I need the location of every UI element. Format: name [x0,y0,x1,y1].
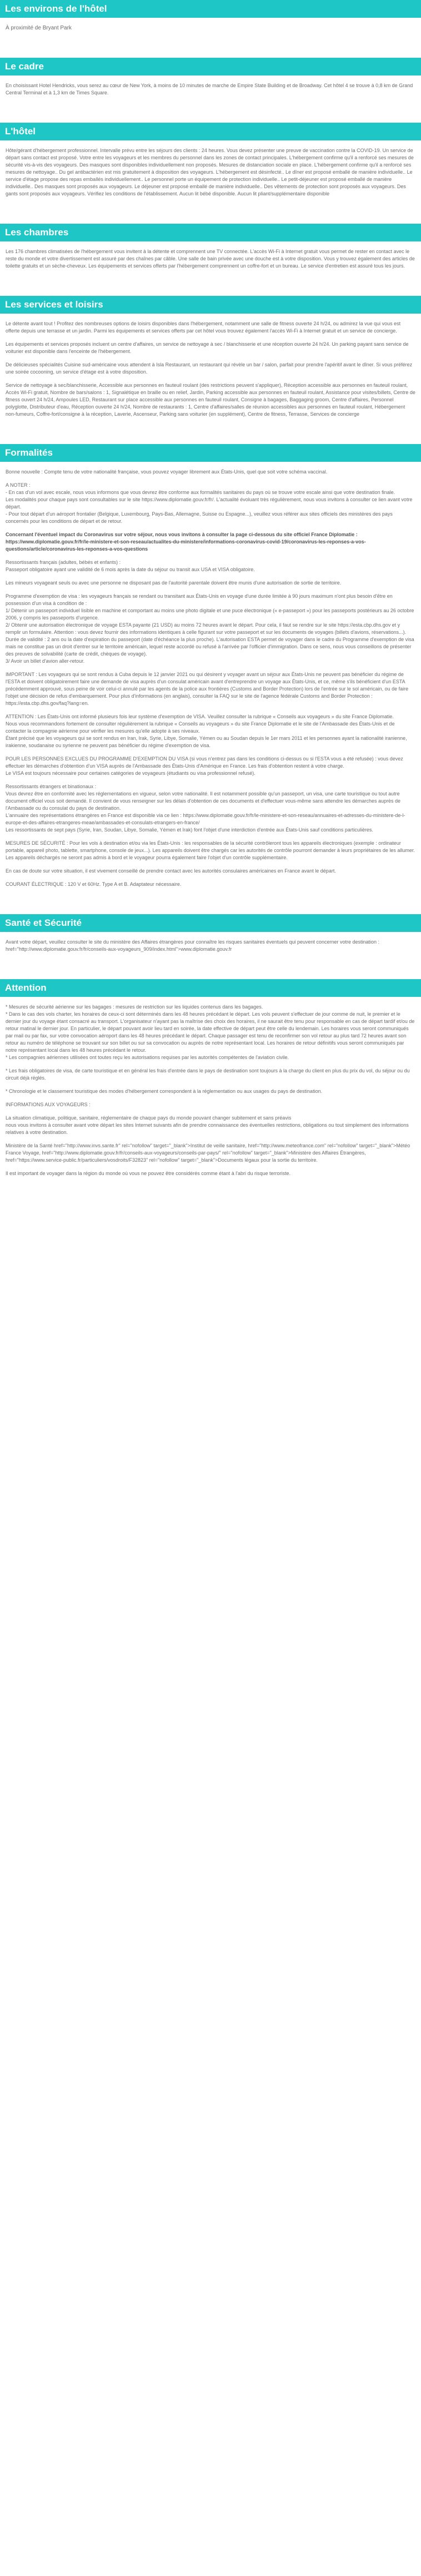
paragraph: Il est important de voyager dans la région du monde où vous ne pouvez être considérés comme étant à l'abri du risque terroriste. [6,1171,290,1176]
section-heading: Santé et Sécurité [0,914,421,932]
paragraph: POUR LES PERSONNES EXCLUES DU PROGRAMME D'EXEMPTION DU VISA (si vous n'entrez pas dans les conditions ci-dessus ou si l'ESTA vous a été refusée) : vous devez effectuer les démarches d'obtention d'un VISA auprès de l'Ambassade des États-Unis d'Amérique en France. Les frais d'obtention restent à votre charge. Le VISA est toujours nécessaire pour certaines catégories de voyageurs (étudiants ou visa professionnel refusé). [6,756,403,776]
section-heading: Attention [0,979,421,997]
section-body [0,1004,421,1177]
paragraph: Programme d'exemption de visa : les voyageurs français se rendant ou transitant aux États-Unis en voyage d'une durée limitée à 90 jours maximum n'ont plus besoin d'être en possession d'un visa à condition de : 1/ Détenir un passeport individuel lisible en machine et comportant au moins une photo digitale et une puce électronique (« e-passeport ») pour les passeports postérieurs au 26 octobre 2006, y compris les passeports d'urgence. 2/ Obtenir une autorisation électronique de voyage ESTA payante (21 USD) au moins 72 heures avant le départ. Pour cela, il faut se rendre sur le site https://esta.cbp.dhs.gov et y remplir un formulaire. Attention : vous devez fournir des informations identiques à celle figurant sur votre passeport et sur les documents de voyages (billets d'avions, réservations...). Durée de validité : 2 ans ou la date d'expiration du passeport (date d'échéance la plus proche). L'autorisation ESTA permet de voyager dans le cadre du Programme d'exemption de visa mais ne constitue pas un droit d'entrer sur le territoire américain, lequel reste accordé ou refusé à l'arrivée par l'officier d'immigration. Dans ce sens, nous vous conseillons de présenter des preuves de solvabilité (carte de crédit, chèques de voyage). 3/ Avoir un billet d'avion aller-retour. [6,593,414,664]
section-body [0,468,421,888]
paragraph: Les équipements et services proposés incluent un centre d'affaires, un service de nettoyage à sec / blanchisserie et une réception ouverte 24 h/24. Un parking payant sans service de voiturier est disponible dans l'enceinte de l'hébergement. [6,341,409,354]
paragraph: En cas de doute sur votre situation, il est vivement conseillé de prendre contact avec les autorités consulaires américaines en France avant le départ. [6,868,336,874]
paragraph: * Mesures de sécurité aérienne sur les bagages : mesures de restriction sur les liquides contenus dans les bagages. * Dans le cas des vols charter, les horaires de ceux-ci sont déterminés dans les 48 heures précédant le départ. Les vols peuvent s'effectuer de jour comme de nuit, le premier et le dernier jour du voyage étant consacré au transport. L'organisateur n'ayant pas la maîtrise des choix des horaires, il ne saurait être tenu pour responsable en cas de départ tardif et/ou de retour matinal le dernier jour. En particulier, le départ pouvant avoir lieu tard en soirée, la date effective de départ peut être celle du lendemain. Les horaires vous seront communiqués par mail ou par fax, sur votre convocation aéroport dans les 48 heures précédant le départ. Chaque passager est tenu de reconfirmer son vol retour au plus tard 72 heures avant son retour au numéro de téléphone se trouvant sur son billet ou sur sa convocation ou auprès de notre représentant local. Les horaires de retour définitifs vous seront communiqués par notre représentant local dans les 48 heures précédant le retour. * Les compagnies aériennes utilisées ont toutes reçu les autorisations requises par les autorités compétentes de l'aviation civile. [6,1004,415,1060]
paragraph: * Les frais obligatoires de visa, de carte touristique et en général les frais d'entrée dans le pays de destination sont toujours à la charge du client en plus du prix du vol, du séjour ou du circuit déjà réglés. [6,1068,410,1081]
section-body [0,82,421,97]
section-heading: Formalités [0,444,421,462]
paragraph: Le détente avant tout ! Profitez des nombreuses options de loisirs disponibles dans l'hébergement, notamment une salle de fitness ouverte 24 h/24, ou admirez la vue qui vous est offerte depuis une terrasse et un jardin. Parmi les équipements et services offerts par cet hôtel vous trouvez également l'accès Wi-Fi à Internet gratuit et un service de concierge. [6,321,401,334]
paragraph: Ministère de la Santé href="http://www.invs.sante.fr" rel="nofollow" target="_blank">Institut de veille sanitaire, href="http://www.meteofrance.com" rel="nofollow" target="_blank">Météo France Voyage, href="http://www.diplomatie.gouv.fr/fr/conseils-aux-voyageurs/conseils-par-pays/" rel="nofollow" target="_blank">Ministère des Affaires Étrangères, href="https://www.service-public.fr/particuliers/vosdroits/F32823" rel="nofollow" target="_blank">Documents légaux pour la sortie du territoire. [6,1143,410,1163]
section-2 [0,123,421,214]
section-heading: Les environs de l'hôtel [0,0,421,18]
paragraph: Ressortissants français (adultes, bébés et enfants) : Passeport obligatoire ayant une validité de 6 mois après la date du séjour ou transit aux USA et VISA obligatoire. [6,559,255,572]
section-body [0,248,421,270]
paragraph: Ressortissants étrangers et binationaux : Vous devrez être en conformité avec les réglementations en vigueur, selon votre nationalité. Il est notamment possible qu'un passeport, un visa, une carte touristique ou tout autre document officiel vous soit demandé. Il convient de vous renseigner sur les délais d'obtention de ces documents et d'effectuer vous-même sans attendre les démarches auprès de l'Ambassade ou du consulat du pays de destination. L'annuaire des représentations étrangères en France est disponible via ce lien : https://www.diplomatie.gouv.fr/fr/le-ministere-et-son-reseau/annuaires-et-adresses-du-ministere-de-l-europe-et-des-affaires-etrangeres-meae/ambassades-et-consulats-etrangers-en-france/ Les ressortissants de sept pays (Syrie, Iran, Soudan, Libye, Somalie, Yémen et Irak) font l'objet d'une interdiction d'entrée aux États-Unis sauf conditions particulières. [6,784,405,833]
paragraph: INFORMATIONS AUX VOYAGEURS : [6,1102,91,1107]
important-notice: Concernant l'éventuel impact du Coronavirus sur votre séjour, nous vous invitons à consulter la page ci-dessous du site officiel France Diplomatie : https://www.diplomatie.gouv.fr/fr/le-ministere-et-son-reseau/actualites-du-ministere/informations-coronavirus-covid-19/coronavirus-les-reponses-a-vos-questions/article/coronavirus-les-reponses-a-vos-questions [6,532,366,552]
paragraph: ATTENTION : Les États-Unis ont informé plusieurs fois leur système d'exemption de VISA. Veuillez consulter la rubrique « Conseils aux voyageurs » du site France Diplomatie. Nous vous recommandons fortement de consulter régulièrement la rubrique « Conseils au voyageurs » du site France Diplomatie et le site de l'Ambassade des États-Unis et de contacter la compagnie aérienne pour vérifier les mesures qu'elle adopte à ses niveaux. Étant précisé que les voyageurs qui se sont rendus en Iran, Irak, Syrie, Libye, Somalie, Yémen ou au Soudan depuis le 1er mars 2011 et les personnes ayant la nationalité iranienne, irakienne, soudanaise ou syrienne ne peuvent pas bénéficier du régime d'exemption de visa. [6,714,407,748]
paragraph: Bonne nouvelle : Compte tenu de votre nationalité française, vous pouvez voyager librement aux États-Unis, quel que soit votre schéma vaccinal. [6,469,328,475]
section-body [0,147,421,198]
section-7 [0,979,421,1193]
section-1 [0,58,421,113]
paragraph: Les mineurs voyageant seuls ou avec une personne ne disposant pas de l'autorité parentale doivent être munis d'une autorisation de sortie de territoire. [6,580,342,586]
paragraph: MESURES DE SÉCURITÉ : Pour les vols à destination et/ou via les États-Unis : les responsables de la sécurité contrôleront tous les appareils électroniques (exemple : ordinateur portable, appareil photo, tablette, smartphone, console de jeux...). Les appareils doivent être chargés car les autorités de contrôle pourront demander à leurs propriétaires de les allumer. Les appareils déchargés ne seront pas admis à bord et le voyageur pourra également faire l'objet d'un contrôle supplémentaire. [6,840,415,860]
paragraph: De délicieuses spécialités Cuisine sud-américaine vous attendent à Isla Restaurant, un restaurant qui révèle un bar / salon, parfait pour prendre l'apéritif avant le dîner. Si vous préférez une soirée cocooning, un service d'étage est à votre disposition. [6,362,413,375]
section-5 [0,444,421,904]
section-body [0,24,421,32]
paragraph: Les 176 chambres climatisées de l'hébergement vous invitent à la détente et comprennent une TV connectée. L'accès Wi-Fi à Internet gratuit vous permet de rester en contact avec le reste du monde et votre divertissement est assuré par des chaînes par câble. Une salle de bain privée avec une douche est à votre disposition. Vous y trouvez également des articles de toilette gratuits et un sèche-cheveux. Les équipements et services offerts par l'hébergement comprennent un coffre-fort et un bureau. Le service d'entretien est assuré tous les jours. [6,249,415,269]
paragraph: Hôte/gérant d'hébergement professionnel. Intervalle prévu entre les séjours des clients : 24 heures. Vous devez présenter une preuve de vaccination contre la COVID-19. Un service de départ sans contact est proposé. Votre entre les voyageurs et les membres du personnel dans les zones de contact principales. L'hébergement confirme qu'il a renforcé ses mesures de sécurité vis-à-vis des voyageurs. Des masques sont disponibles individuellement non proposés. Mesures de distanciation sociale en place. L'hébergement confirme qu'il a renforcé ses mesures de nettoyage.. Du gel antibactérien est mis gratuitement à disposition des voyageurs. L'hébergement est désinfecté.. Le dîner est proposé emballé de manière individuelle.. Le service d'étage propose des repas emballés individuellement.. Le personnel porte un équipement de protection individuelle.. Le petit-déjeuner est proposé emballé de manière individuelle.. Des masques sont proposés aux voyageurs. Le déjeuner est proposé emballé de manière individuelle.. Des vêtements de protection sont proposés aux voyageurs. Des gants sont proposés aux voyageurs. Vérifiez les conditions de l'établissement. Aucun lit bébé disponible. Aucun lit pliant/supplémentaire disponible [6,148,414,196]
section-heading: Les services et loisirs [0,296,421,314]
section-heading: Le cadre [0,58,421,75]
paragraph: En choisissant Hotel Hendricks, vous serez au cœur de New York, à moins de 10 minutes de marche de Empire State Building et de Broadway. Cet hôtel 4 se trouve à 0,8 km de Grand Central Terminal et à 1,3 km de Times Square. [6,83,413,95]
section-4 [0,296,421,434]
section-0 [0,0,421,48]
page-root [0,0,421,1193]
section-heading: L'hôtel [0,123,421,140]
section-6 [0,914,421,969]
paragraph: * Chronologie et le classement touristique des modes d'hébergement correspondent à la réglementation ou aux usages du pays de destination. [6,1088,323,1094]
paragraph: Avant votre départ, veuillez consulter le site du ministère des Affaires étrangères pour connaître les risques sanitaires éventuels qui peuvent concerner votre destination : href="http://www.diplomatie.gouv.fr/fr/conseils-aux-voyageurs_909/index.html">www.diplomatie.gouv.fr [6,939,380,952]
paragraph: IMPORTANT : Les voyageurs qui se sont rendus à Cuba depuis le 12 janvier 2021 ou qui désirent y voyager avant un séjour aux États-Unis ne peuvent pas bénéficier du régime de l'ESTA et doivent obligatoirement faire une demande de visa auprès d'un consulat américain avant d'entreprendre un voyage aux États-Unis, et ce, même s'ils bénéficient d'un ESTA précédemment approuvé, sous peine de voir celui-ci annulé par les agents de la police aux frontières (Customs and Border Protection) lors de l'entrée sur le sol américain, ou de faire l'objet une décision de refus d'embarquement. Pour plus d'informations (en anglais), consulter la FAQ sur le site de l'agence fédérale Customs and Border Protection : https://esta.cbp.dhs.gov/faq?lang=en. [6,672,409,706]
paragraph: À proximité de Bryant Park [6,25,72,31]
paragraph: COURANT ÉLECTRIQUE : 120 V et 60Hz. Type A et B. Adaptateur nécessaire. [6,881,182,887]
section-3 [0,224,421,286]
paragraph: La situation climatique, politique, sanitaire, réglementaire de chaque pays du monde pouvant changer subitement et sans préavis nous vous invitons à consulter avant votre départ les sites Internet suivants afin de prendre connaissance des éventuelles restrictions, obligations ou tout simplement des informations relatives à votre destination. [6,1115,409,1135]
section-body [0,320,421,418]
section-body [0,939,421,953]
section-heading: Les chambres [0,224,421,241]
paragraph: A NOTER : - En cas d'un vol avec escale, nous vous informons que vous devrez être conforme aux formalités sanitaires du pays où se trouve votre escale ainsi que votre destination finale. Les modalités pour chaque pays sont consultables sur le site https://www.diplomatie.gouv.fr/fr/. L'actualité évoluant très régulièrement, nous vous invitons à consulter ce lien avant votre départ. - Pour tout départ d'un aéroport frontalier (Belgique, Luxembourg, Pays-Bas, Allemagne, Suisse ou Espagne...), veuillez vous référer aux sites officiels des ministères des pays concernés pour les conditions de départ et de retour. [6,482,413,524]
paragraph: Service de nettoyage à sec/blanchisserie, Accessible aux personnes en fauteuil roulant (des restrictions peuvent s'appliquer), Réception accessible aux personnes en fauteuil roulant, Accès Wi-Fi gratuit, Nombre de bars/salons : 1, Signalétique en braille ou en relief, Jardin, Parking accessible aux personnes en fauteuil roulant, Assistance pour visites/billets, Centre de fitness ouvert 24 h/24, Ampoules LED, Restaurant sur place accessible aux personnes en fauteuil roulant, Consigne à bagages, Baggaging groom, Centre d'affaires, Personnel polyglotte, Distributeur d'eau, Réception ouverte 24 h/24, Nombre de restaurants : 1, Centre d'affaires/salles de réunion accessibles aux personnes en fauteuil roulant, Hébergement non-fumeurs, Coffre-fort/consigne à la réception, Laverie, Ascenseur, Parking sans voiturier (en supplément), Centre de fitness, Terrasse, Services de concierge [6,382,415,417]
